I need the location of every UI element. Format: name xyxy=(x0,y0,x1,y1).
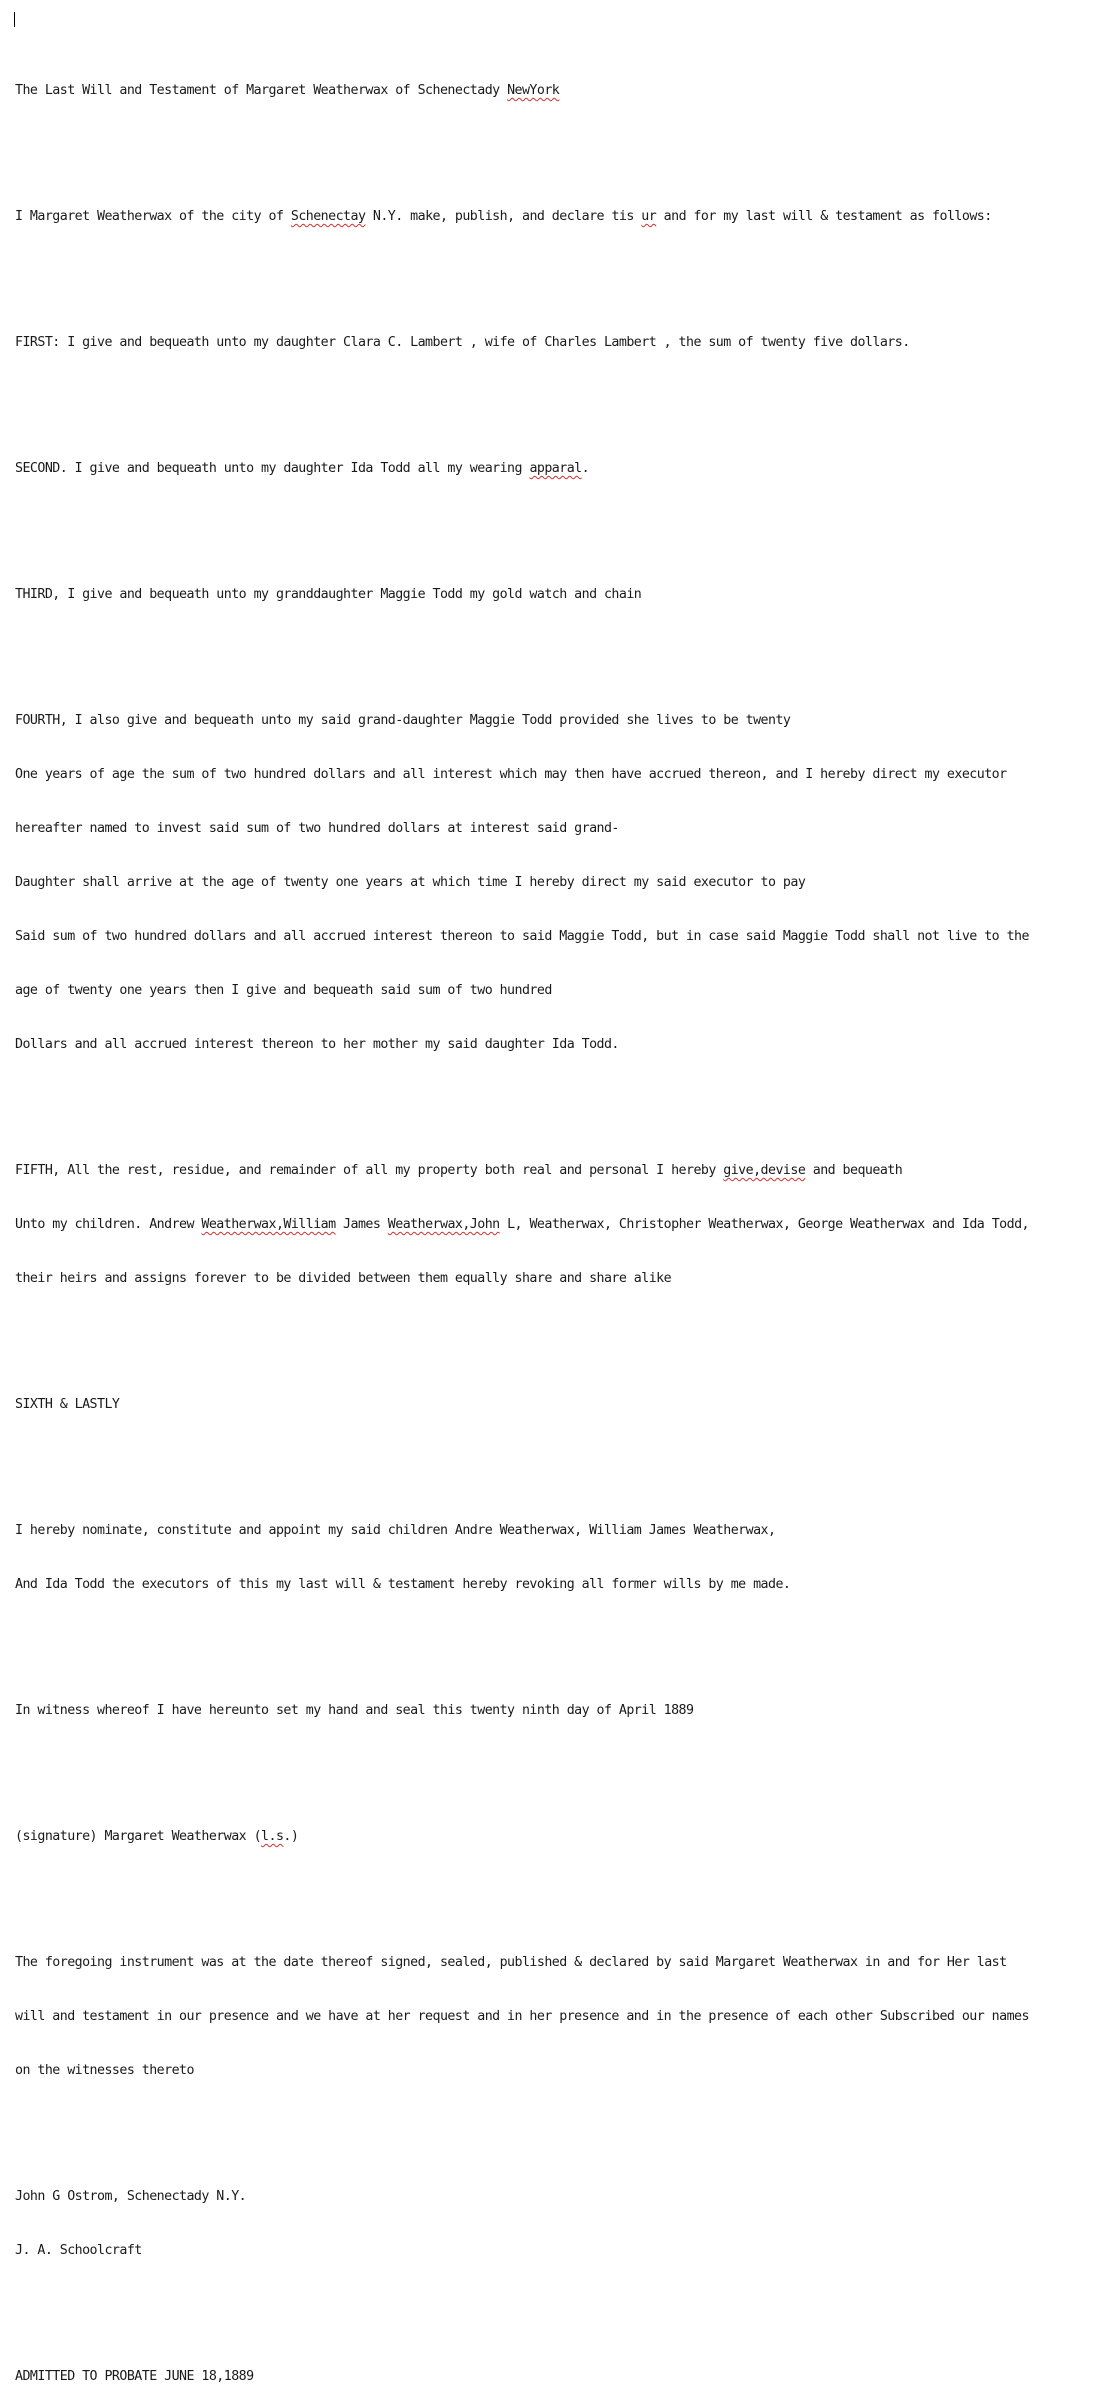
fourth-clause-line[interactable]: One years of age the sum of two hundred dollars and all interest which may then have accrued thereon, and I hereby direct my executor xyxy=(15,767,1007,782)
signature-text: (signature) Margaret Weatherwax ( xyxy=(15,1829,262,1844)
blank-line xyxy=(15,1450,1115,1468)
sixth-clause-line[interactable]: I hereby nominate, constitute and appoint my said children Andre Weatherwax, William James Weatherwax, xyxy=(15,1523,776,1538)
sixth-heading[interactable]: SIXTH & LASTLY xyxy=(15,1397,120,1412)
fifth-text: James xyxy=(335,1217,388,1232)
fifth-clause-line[interactable] xyxy=(15,1216,1115,1234)
fourth-clause-line[interactable]: Said sum of two hundred dollars and all accrued interest thereon to said Maggie Todd, but in case said Maggie Todd shall not live to the xyxy=(15,929,1029,944)
fourth-clause-line[interactable]: Daughter shall arrive at the age of twenty one years at which time I hereby direct my said executor to pay xyxy=(15,875,806,890)
signature-line[interactable] xyxy=(15,1828,1115,1846)
misspelled-word[interactable]: Schenectay xyxy=(290,209,366,224)
intro-line[interactable] xyxy=(15,208,1115,226)
probate-line[interactable]: ADMITTED TO PROBATE JUNE 18,1889 xyxy=(15,2369,254,2384)
misspelled-word[interactable]: ur xyxy=(641,209,657,224)
fifth-text: FIFTH, All the rest, residue, and remainder of all my property both real and personal I hereby xyxy=(15,1163,724,1178)
second-clause[interactable] xyxy=(15,460,1115,478)
fourth-clause-line[interactable]: FOURTH, I also give and bequeath unto my said grand-daughter Maggie Todd provided she lives to be twenty xyxy=(15,713,791,728)
misspelled-word[interactable]: NewYork xyxy=(507,83,560,98)
attestation-line[interactable]: will and testament in our presence and we have at her request and in her presence and in the presence of each other Subscribed our names xyxy=(15,2009,1029,2024)
misspelled-word[interactable]: give,devise xyxy=(723,1163,806,1178)
second-text: SECOND. I give and bequeath unto my daughter Ida Todd all my wearing xyxy=(15,461,530,476)
fifth-clause-line[interactable]: their heirs and assigns forever to be divided between them equally share and share alike xyxy=(15,1271,672,1286)
sixth-clause-line[interactable]: And Ida Todd the executors of this my last will & testament hereby revoking all former wills by me made. xyxy=(15,1577,791,1592)
blank-line xyxy=(15,1090,1115,1108)
fifth-text: L, Weatherwax, Christopher Weatherwax, George Weatherwax and Ida Todd, xyxy=(499,1217,1029,1232)
blank-line xyxy=(15,1756,1115,1774)
blank-line xyxy=(15,136,1115,154)
fourth-clause-line[interactable]: Dollars and all accrued interest thereon to her mother my said daughter Ida Todd. xyxy=(15,1037,619,1052)
misspelled-word[interactable]: Weatherwax,John xyxy=(387,1217,500,1232)
misspelled-word[interactable]: Weatherwax,William xyxy=(201,1217,336,1232)
blank-line xyxy=(15,1324,1115,1342)
signature-text: .) xyxy=(283,1829,299,1844)
third-clause[interactable]: THIRD, I give and bequeath unto my granddaughter Maggie Todd my gold watch and chain xyxy=(15,587,642,602)
intro-text: I Margaret Weatherwax of the city of xyxy=(15,209,291,224)
witness-name[interactable]: John G Ostrom, Schenectady N.Y. xyxy=(15,2189,247,2204)
witness-name[interactable]: J. A. Schoolcraft xyxy=(15,2243,142,2258)
text-cursor xyxy=(14,12,15,27)
blank-line xyxy=(15,1882,1115,1900)
second-text: . xyxy=(581,461,590,476)
witness-line[interactable]: In witness whereof I have hereunto set my hand and seal this twenty ninth day of April 1889 xyxy=(15,1703,694,1718)
fourth-clause-line[interactable]: hereafter named to invest said sum of two hundred dollars at interest said grand- xyxy=(15,821,619,836)
document-body[interactable] xyxy=(15,10,1115,2404)
first-clause[interactable]: FIRST: I give and bequeath unto my daughter Clara C. Lambert , wife of Charles Lambert , the sum of twenty five dollars. xyxy=(15,335,910,350)
blank-line xyxy=(15,2116,1115,2134)
title-line[interactable] xyxy=(15,82,1115,100)
fifth-clause-line[interactable] xyxy=(15,1162,1115,1180)
intro-text: and for my last will & testament as follows: xyxy=(656,209,992,224)
blank-line xyxy=(15,388,1115,406)
misspelled-word[interactable]: l.s xyxy=(261,1829,284,1844)
blank-line xyxy=(15,514,1115,532)
title-text: The Last Will and Testament of Margaret Weatherwax of Schenectady xyxy=(15,83,508,98)
misspelled-word[interactable]: apparal xyxy=(529,461,582,476)
blank-line xyxy=(15,262,1115,280)
fifth-text: and bequeath xyxy=(805,1163,903,1178)
fifth-text: Unto my children. Andrew xyxy=(15,1217,202,1232)
attestation-line[interactable]: The foregoing instrument was at the date thereof signed, sealed, published & declared by said Margaret Weatherwax in and for Her last xyxy=(15,1955,1007,1970)
blank-line xyxy=(15,640,1115,658)
blank-line xyxy=(15,2296,1115,2314)
intro-text: N.Y. make, publish, and declare tis xyxy=(365,209,642,224)
blank-line xyxy=(15,1630,1115,1648)
fourth-clause-line[interactable]: age of twenty one years then I give and bequeath said sum of two hundred xyxy=(15,983,552,998)
attestation-line[interactable]: on the witnesses thereto xyxy=(15,2063,194,2078)
